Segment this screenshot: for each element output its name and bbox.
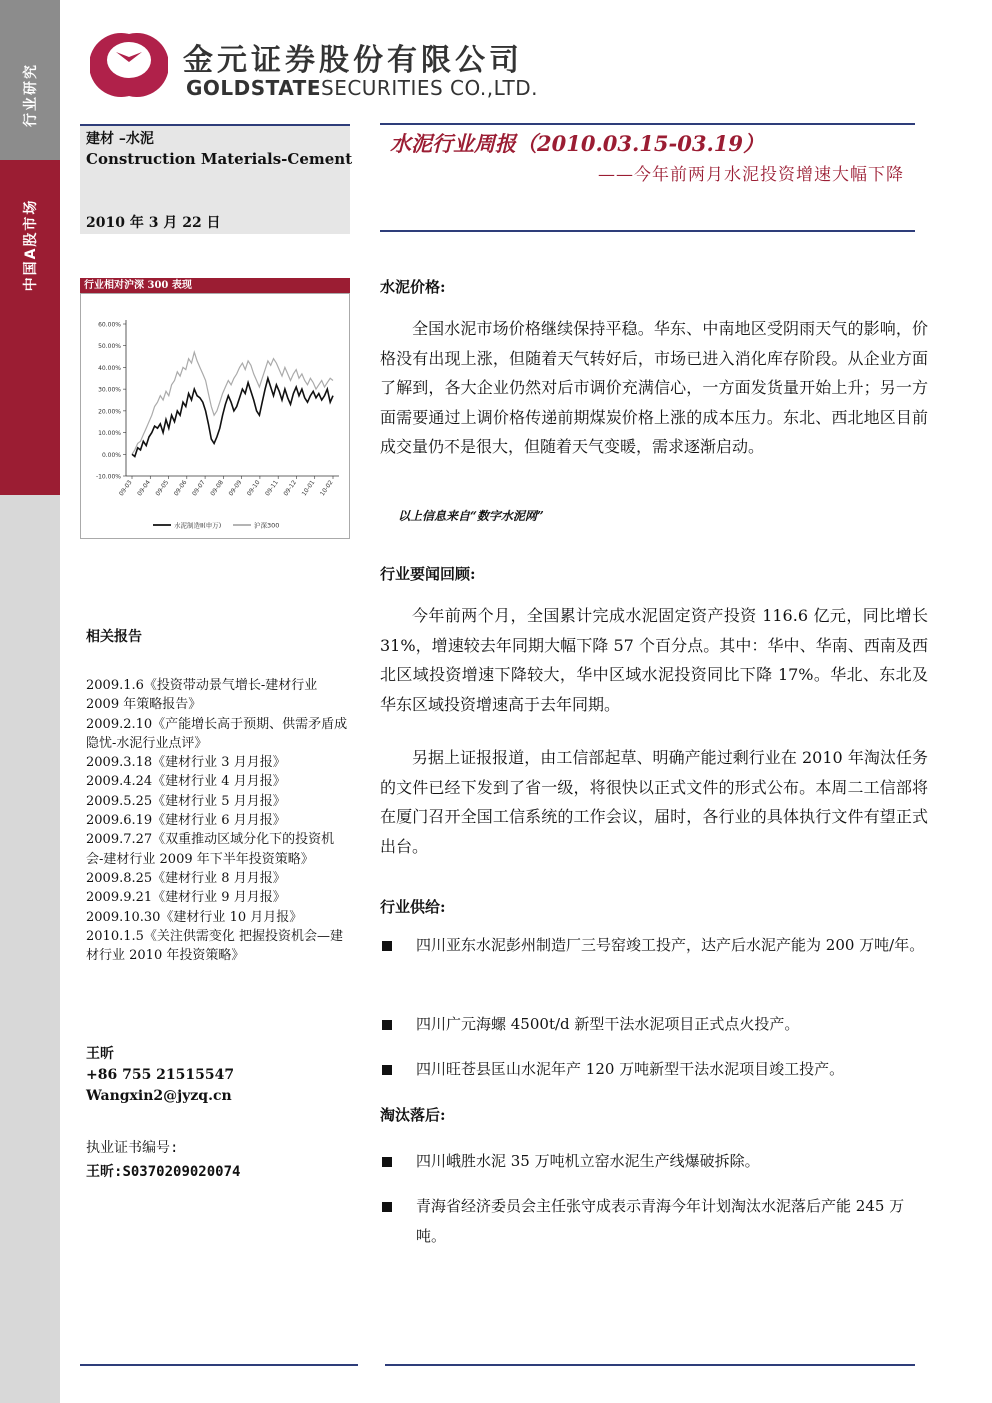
y-tick-label: 50.00% bbox=[98, 343, 121, 351]
bullet-square-icon bbox=[382, 1157, 392, 1167]
analyst-phone: +86 755 21515547 bbox=[86, 1067, 235, 1083]
related-reports-title: 相关报告 bbox=[86, 629, 142, 645]
analyst-email: Wangxin2@jyzq.cn bbox=[86, 1088, 232, 1104]
supply-item bbox=[380, 930, 928, 960]
related-reports-list bbox=[86, 676, 348, 965]
x-tick-label: 09-04 bbox=[136, 479, 152, 498]
supply-item-text: 四川亚东水泥彭州制造厂三号窑竣工投产，达产后水泥产能为 200 万吨/年。 bbox=[416, 936, 925, 954]
x-tick-label: 09-08 bbox=[209, 479, 226, 498]
y-tick-label: 0.00% bbox=[101, 451, 121, 459]
analyst-name: 王昕 bbox=[86, 1046, 114, 1062]
x-tick-label: 09-05 bbox=[154, 479, 171, 498]
sidebar-top-label: 行业研究 bbox=[23, 63, 39, 127]
performance-chart bbox=[80, 293, 350, 539]
title-divider-bottom bbox=[380, 230, 915, 232]
news-paragraph-1: 今年前两个月，全国累计完成水泥固定资产投资 116.6 亿元，同比增长 31%，增速较去年同期大幅下降 57 个百分点。其中：华中、华南、西南及西北区域投资增速下降较大，华中区域水泥投资同比下降 17%。华北、东北及华东区域投资增速高于去年同期。 bbox=[380, 606, 928, 714]
supply-item-text: 四川旺苍县匡山水泥年产 120 万吨新型干法水泥项目竣工投产。 bbox=[416, 1060, 845, 1078]
x-tick-label: 09-09 bbox=[227, 479, 244, 498]
related-report-item: 2009.10.30《建材行业 10 月月报》 bbox=[86, 909, 303, 925]
certificate-label: 执业证书编号: bbox=[86, 1140, 179, 1156]
footer-divider-left bbox=[80, 1364, 358, 1366]
sidebar-mid-band bbox=[0, 160, 60, 495]
x-tick-label: 09-10 bbox=[245, 479, 262, 498]
related-report-item: 2009.9.21《建材行业 9 月月报》 bbox=[86, 890, 286, 906]
y-tick-label: 20.00% bbox=[98, 408, 121, 416]
related-report-item: 2009.8.25《建材行业 8 月月报》 bbox=[86, 870, 286, 886]
company-name-en-rest: SECURITIES CO.,LTD. bbox=[321, 76, 539, 100]
chart-header: 行业相对沪深 300 表现 bbox=[80, 278, 350, 293]
source-note: 以上信息来自“数字水泥网” bbox=[398, 509, 544, 523]
section-title-price: 水泥价格: bbox=[380, 278, 446, 296]
related-report-item: 2009.1.6《投资带动景气增长-建材行业2009 年策略报告》 bbox=[86, 678, 318, 713]
bullet-square-icon bbox=[382, 1202, 392, 1212]
series-line-cement bbox=[132, 378, 333, 456]
company-name-en-bold: GOLDSTATE bbox=[186, 76, 321, 100]
report-subtitle: ——今年前两月水泥投资增速大幅下降 bbox=[598, 165, 904, 185]
x-tick-label: 09-12 bbox=[282, 479, 299, 498]
related-report-item: 2009.5.25《建材行业 5 月月报》 bbox=[86, 793, 286, 809]
bullet-square-icon bbox=[382, 1065, 392, 1075]
news-paragraph-2: 另据上证报报道，由工信部起草、明确产能过剩行业在 2010 年淘汰任务的文件已经下发到了省一级，将很快以正式文件的形式公布。本周二工信部将在厦门召开全国工信系统的工作会议，届时，各行业的具体执行文件有望正式出台。 bbox=[380, 748, 928, 856]
legend-label: 水泥制造Ⅱ(申万) bbox=[174, 521, 222, 530]
chart-canvas bbox=[81, 294, 349, 538]
company-logo-icon bbox=[90, 32, 168, 98]
certificate-name: 王昕: bbox=[86, 1164, 123, 1180]
section-title-eliminate: 淘汰落后: bbox=[380, 1106, 446, 1124]
certificate-info bbox=[86, 1136, 240, 1184]
y-tick-label: 10.00% bbox=[98, 430, 121, 438]
company-name-en bbox=[186, 76, 538, 100]
sidebar-top-band bbox=[0, 0, 60, 160]
eliminate-item bbox=[380, 1191, 928, 1251]
eliminate-item bbox=[380, 1146, 928, 1176]
eliminate-item-text: 青海省经济委员会主任张守成表示青海今年计划淘汰水泥落后产能 245 万吨。 bbox=[416, 1197, 905, 1245]
bullet-square-icon bbox=[382, 941, 392, 951]
related-report-item: 2009.6.19《建材行业 6 月月报》 bbox=[86, 813, 286, 829]
section-title-supply: 行业供给: bbox=[380, 898, 446, 916]
bullet-square-icon bbox=[382, 1020, 392, 1030]
company-name-cn: 金元证券股份有限公司 bbox=[183, 43, 523, 78]
related-report-item: 2009.4.24《建材行业 4 月月报》 bbox=[86, 774, 286, 790]
related-report-item: 2009.3.18《建材行业 3 月月报》 bbox=[86, 755, 286, 771]
x-tick-label: 09-07 bbox=[190, 479, 207, 498]
x-tick-label: 09-06 bbox=[172, 479, 189, 498]
certificate-number: S0370209020074 bbox=[122, 1164, 241, 1180]
y-tick-label: 60.00% bbox=[98, 321, 121, 329]
supply-item-text: 四川广元海螺 4500t/d 新型干法水泥项目正式点火投产。 bbox=[416, 1015, 800, 1033]
related-report-item: 2009.7.27《双重推动区域分化下的投资机会-建材行业 2009 年下半年投资策略》 bbox=[86, 832, 335, 867]
x-tick-label: 10-02 bbox=[318, 479, 335, 498]
report-title: 水泥行业周报（2010.03.15-03.19） bbox=[390, 131, 764, 156]
x-tick-label: 09-11 bbox=[264, 479, 280, 498]
section-title-news: 行业要闻回顾: bbox=[380, 565, 476, 583]
x-tick-label: 09-03 bbox=[117, 479, 134, 498]
footer-divider-right bbox=[385, 1364, 915, 1366]
y-tick-label: 30.00% bbox=[98, 386, 121, 394]
supply-item bbox=[380, 1054, 928, 1084]
title-divider-top bbox=[380, 123, 915, 125]
eliminate-item-text: 四川峨胜水泥 35 万吨机立窑水泥生产线爆破拆除。 bbox=[416, 1152, 760, 1170]
certificate-line bbox=[86, 1160, 240, 1184]
y-tick-label: -10.00% bbox=[95, 473, 121, 481]
sidebar-mid-label: 中国A股市场 bbox=[23, 198, 39, 292]
report-date: 2010 年 3 月 22 日 bbox=[86, 215, 221, 231]
sector-name-en: Construction Materials-Cement bbox=[86, 150, 353, 168]
series-line-hs300 bbox=[132, 352, 333, 454]
related-report-item: 2009.2.10《产能增长高于预期、供需矛盾成隐忧-水泥行业点评》 bbox=[86, 716, 348, 751]
analyst-info bbox=[86, 1044, 234, 1107]
related-report-item: 2010.1.5《关注供需变化 把握投资机会—建材行业 2010 年投资策略》 bbox=[86, 928, 344, 964]
y-tick-label: 40.00% bbox=[98, 364, 121, 372]
sector-name-cn: 建材 –水泥 bbox=[86, 131, 154, 147]
supply-item bbox=[380, 1009, 928, 1039]
legend-label: 沪深300 bbox=[254, 521, 280, 530]
x-tick-label: 10-01 bbox=[300, 479, 317, 498]
price-paragraph: 全国水泥市场价格继续保持平稳。华东、中南地区受阴雨天气的影响，价格没有出现上涨，但随着天气转好后，市场已进入消化库存阶段。从企业方面了解到，各大企业仍然对后市调价充满信心，一方面发货量开始上升；另一方面需要通过上调价格传递前期煤炭价格上涨的成本压力。东北、西北地区目前成交量仍不是很大，但随着天气变暖，需求逐渐启动。 bbox=[380, 319, 928, 456]
